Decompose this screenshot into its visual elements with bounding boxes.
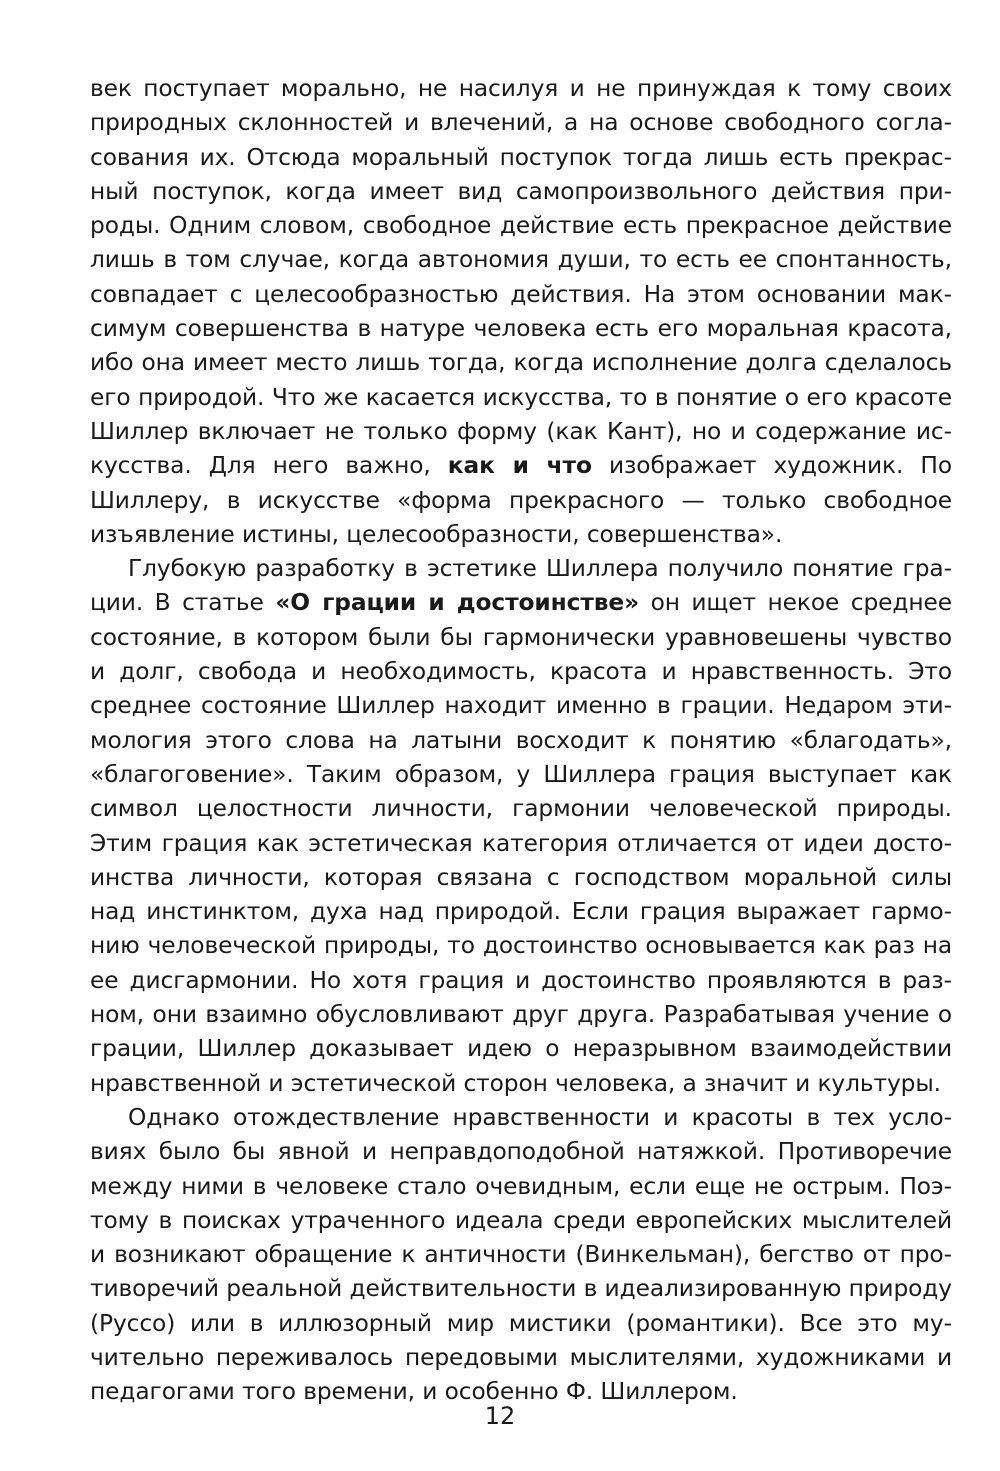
paragraph-2 xyxy=(90,552,952,1101)
body-text xyxy=(90,72,952,1410)
emphasis-article-title: «О грации и достоинстве» xyxy=(275,589,640,617)
paragraph-1-text-1: век поступает морально, не насилуя и не принуждая к тому своих природных склонностей и влечений, а на основе свободного согласования их. Отсюда моральный поступок тогда лишь есть прекрасный поступок, когда имеет вид самопроизвольного действия природы. Одним словом, свободное действие есть прекрасное действие лишь в том случае, когда автономия души, то есть ее спонтанность, совпадает с целесообразностью действия. На этом основании максимум совершенства в натуре человека есть его моральная красота, ибо она имеет место лишь тогда, когда исполнение долга сделалось его природой. Что же касается искусства, то в понятие о его красоте Шиллер включает не только форму (как Кант), но и содержание искусства. Для него важно, xyxy=(90,75,952,480)
paragraph-2-text-1: Глубокую разработку в эстетике Шиллера получило понятие грации. В статье xyxy=(90,555,952,617)
page-number: 12 xyxy=(484,1402,516,1430)
emphasis-kak-i-chto: как и что xyxy=(447,452,592,480)
paragraph-1-text-2: изображает художник. По Шиллеру, в искусстве «форма прекрасного — только свободное изъявление истины, целесообразности, совершенства». xyxy=(90,452,952,548)
paragraph-2-text-2: он ищет некое среднее состояние, в котором были бы гармонически уравновешены чувство и долг, свобода и необходимость, красота и нравственность. Это среднее состояние Шиллер находит именно в грации. Недаром этимология этого слова на латыни восходит к понятию «благодать», «благоговение». Таким образом, у Шиллера грация выступает как символ целостности личности, гармонии человеческой природы. Этим грация как эстетическая категория отличается от идеи достоинства личности, которая связана с господством моральной силы над инстинктом, духа над природой. Если грация выражает гармонию человеческой природы, то достоинство основывается как раз на ее дисгармонии. Но хотя грация и достоинство проявляются в разном, они взаимно обусловливают друг друга. Разрабатывая учение о грации, Шиллер доказывает идею о неразрывном взаимодействии нравственной и эстетической сторон человека, а значит и культуры. xyxy=(90,589,952,1097)
paragraph-3 xyxy=(90,1101,952,1410)
paragraph-3-text-1: Однако отождествление нравственности и красоты в тех условиях было бы явной и неправдоподобной натяжкой. Противоречие между ними в человеке стало очевидным, если еще не острым. Поэтому в поисках утраченного идеала среди европейских мыслителей и возникают обращение к античности (Винкельман), бегство от противоречий реальной действительности в идеализированную природу (Руссо) или в иллюзорный мир мистики (романтики). Все это мучительно переживалось передовыми мыслителями, художниками и педагогами того времени, и особенно Ф. Шиллером. xyxy=(90,1103,952,1406)
paragraph-1 xyxy=(90,72,952,552)
